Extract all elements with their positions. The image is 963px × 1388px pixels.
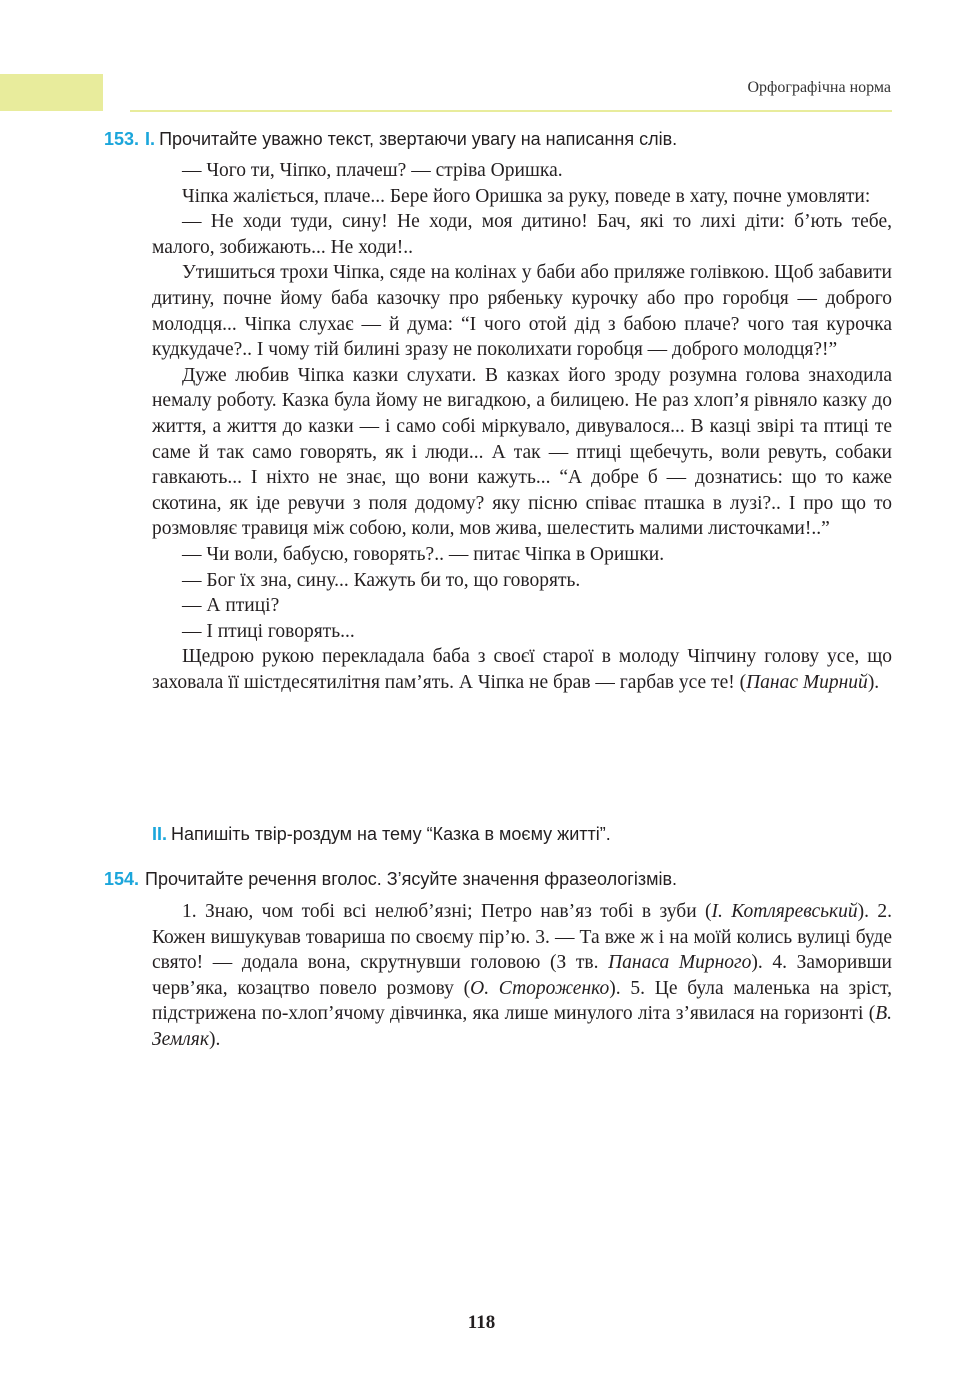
part-2-text: Напишіть твір-роздум на тему “Казка в моєму житті”.	[171, 824, 611, 844]
sentence-text: 1. Знаю, чом тобі всі нелюб’язні; Петро нав’яз тобі в зуби (	[182, 901, 712, 922]
task-number: 154.	[104, 869, 140, 889]
author-citation: О. Стороженко	[470, 977, 610, 999]
paragraph: — Бог їх зна, сину... Кажуть би то, що говорять.	[182, 569, 581, 591]
author-citation: В. Земляк	[152, 1003, 892, 1050]
author-citation: І. Котляревський	[711, 901, 858, 922]
paragraph-final	[152, 644, 892, 695]
task-154-heading	[104, 866, 892, 892]
task-153-part-2	[152, 821, 611, 847]
paragraph: Утишиться трохи Чіпка, сяде на колінах у баби або приляже голівкою. Щоб забавити дитину, почне йому баба казочку про рябеньку курочку або про горобця — доброго молодця... Чіпка слухає — й дума: “І чого отой дід з бабою плаче? чого тая курочка кудкудаче?.. І чому тій билині зразу не поколихати горобця — доброго молодця?!”	[152, 262, 892, 361]
task-154-text	[152, 899, 892, 1053]
paragraph: — Чого ти, Чіпко, плачеш? — стріва Оришка.	[182, 160, 563, 181]
author-citation: Панас Мирний	[746, 671, 868, 693]
sentence-text: ).	[208, 1028, 221, 1050]
task-number: 153.	[104, 129, 140, 149]
paragraph: Чіпка жаліється, плаче... Бере його Оришка за руку, поведе в хату, почне умовляти:	[182, 185, 871, 207]
citation-close: ).	[867, 671, 880, 693]
sentence-text: ). 4. Заморивши черв’яка, козацтво повело розмову (	[152, 952, 892, 999]
part-label: II.	[152, 824, 168, 844]
header-accent-block	[0, 74, 103, 111]
header-rule	[130, 110, 892, 112]
part-label: I.	[145, 129, 156, 149]
task-153-text	[152, 158, 892, 695]
page-number: 118	[467, 1312, 496, 1333]
author-citation: Панаса Мирного	[608, 952, 752, 974]
sentences-paragraph	[152, 899, 892, 1053]
page-header-title: Орфографічна норма	[747, 79, 891, 96]
sentence-text: ). 5. Це була маленька на зріст, підстрижена по-хлоп’ячому дівчинка, яка лише минулого літа з’явилася на горизонті (	[152, 977, 892, 1025]
paragraph: — Чи воли, бабусю, говорять?.. — питає Чіпка в Оришки.	[182, 543, 665, 565]
paragraph: — Не ходи туди, сину! Не ходи, моя дитино! Бач, які то лихі діти: б’ють тебе, малого, зобижають... Не ходи!..	[152, 211, 892, 258]
paragraph-text: Щедрою рукою перекладала баба з своєї старої в молоду Чіпчину голову усе, що заховала її шістдесятилітня пам’ять. А Чіпка не брав — гарбав усе те! (	[152, 646, 892, 693]
task-instruction: Прочитайте речення вголос. З’ясуйте значення фразеологізмів.	[145, 869, 678, 889]
task-153-heading	[104, 126, 892, 152]
paragraph: — А птиці?	[182, 595, 280, 617]
sentence-text: ). 2. Кожен вишукував товариша по своєму пір’ю. 3. — Та вже ж і на моїй колись вулиці буде свято! — додала вона, скрутнувши головою (З тв.	[152, 901, 892, 974]
paragraph: — І птиці говорять...	[182, 620, 355, 642]
paragraph: Дуже любив Чіпка казки слухати. В казках його зроду розумна голова знаходила немалу роботу. Казка була йому не вигадкою, а билицею. Не раз хлоп’я рівняло казку до життя, а життя до казки — і само собі міркувало, дивувалося... В казці звірі та птиці те саме й так само говорять, як і люди... А так — птиці щебечуть, воли ревуть, собаки гавкають... І ніхто не знає, що вони кажуть... “А добре б — дознатись: що то каже скотина, як іде ревучи з поля додому? яку пісню співає пташка в лузі?.. І про що то розмовляє травиця між собою, коли, мов жива, шелестить малими листочками!..”	[152, 364, 892, 540]
task-instruction: Прочитайте уважно текст, звертаючи увагу на написання слів.	[159, 129, 678, 149]
